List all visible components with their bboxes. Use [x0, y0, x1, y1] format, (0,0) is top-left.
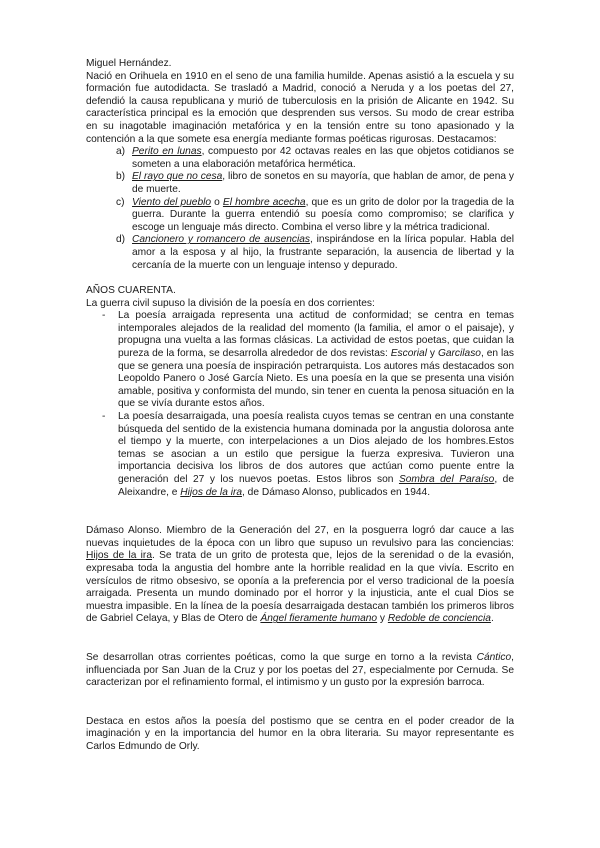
work-description: , libro de sonetos en su mayoría, que hablan de amor, de pena y de muerte.	[132, 171, 514, 195]
journal-name: Cántico	[476, 651, 512, 663]
paragraph-text: Dámaso Alonso. Miembro de la Generación del 27, en la posguerra logró dar cauce a las nuevas inquietudes de la época con un libro que supuso un revulsivo para las conciencias:	[86, 525, 514, 549]
section-intro: La guerra civil supuso la división de la poesía en dos corrientes:	[86, 297, 375, 309]
work-title-second: El hombre acecha	[222, 196, 306, 208]
work-title: Perito en lunas	[132, 146, 202, 158]
works-list	[86, 146, 514, 272]
paragraph-text: Se desarrollan otras corrientes poéticas, como la que surge en torno a la revista	[86, 651, 477, 663]
section-heading: AÑOS CUARENTA.	[86, 285, 176, 297]
work-description: , compuesto por 42 octavas reales en las que objetos cotidianos se someten a una elaboración metafórica hermética.	[132, 146, 514, 170]
other-currents-paragraph	[86, 652, 514, 690]
book-title: Hijos de la ira	[180, 486, 243, 498]
works-item	[116, 146, 514, 171]
damaso-paragraph	[86, 525, 514, 626]
postismo-paragraph: Destaca en estos años la poesía del postismo que se centra en el poder creador de la imaginación y en la importancia del humor en la obra literaria. Su mayor representante es Carlos Edmundo de Orly.	[86, 715, 514, 752]
work-description: , inspirándose en la lírica popular. Habla del amor a la esposa y al hijo, la frustrante separación, la ausencia de libertad y la cercanía de la muerte con un lenguaje intenso y depurado.	[132, 234, 514, 271]
works-item	[116, 197, 514, 235]
book-title: Hijos de la ira	[86, 550, 152, 562]
work-title: El rayo que no cesa	[132, 171, 223, 183]
works-item	[116, 234, 514, 272]
current-text: La poesía desarraigada, una poesía realista cuyos temas se centran en una constante búsqueda del sentido de la existencia humana dominada por la angustia dolorosa ante el tiempo y la muerte, con interpelaciones a un Dios alejado de los hombres.Estos temas se asocian a un estilo que persigue la fuerza expresiva. Tuvieron una importancia decisiva los libros de dos autores que actúan como puente entre la generación del 27 y los nuevos poetas. Estos libros son	[118, 411, 514, 485]
book-title: Sombra del Paraíso	[398, 474, 495, 485]
current-text: , en las que se genera una poesía de inspiración petrarquista. Los autores más destacados son Leopoldo Panero o José García Nieto. Es una poesía en la que se presenta una visión amable, positiva y conformista del mundo, sin tener en cuenta la penosa situación en la que se vivía durante estos años.	[118, 348, 514, 410]
author-heading: Miguel Hernández.	[86, 58, 172, 69]
list-marker: b)	[116, 171, 126, 183]
work-description: , que es un grito de dolor por la tragedia de la guerra. Durante la guerra entendió su poesía como compromiso; se clarifica y escoge un lenguaje más directo. Combina el verso libre y la métrica tradicional.	[132, 196, 514, 233]
current-text: La poesía arraigada representa una actitud de conformidad; se centra en temas intemporales alejados de la realidad del momento (la familia, el amor o el paisaje), y propugna una vuelta a las formas clásicas. La actividad de estos poetas, que cuidan la pureza de la forma, se desarrolla alrededor de dos revistas:	[118, 310, 514, 360]
paragraph-text: y	[377, 613, 388, 625]
list-marker: c)	[116, 196, 125, 208]
current-item-arraigada	[102, 310, 514, 411]
journal-name: Garcilaso	[437, 348, 481, 360]
paragraph-text: .	[490, 613, 494, 625]
current-item-desarraigada	[102, 411, 514, 499]
list-marker: d)	[116, 234, 126, 246]
book-title: Redoble de conciencia	[387, 613, 491, 625]
work-title: Viento del pueblo	[132, 196, 212, 208]
paragraph-text: , influenciada por San Juan de la Cruz y por los poetas del 27, especialmente por Cernuda. Se caracterizan por el refinamiento formal, el intimismo y un gusto por la expresión barroca.	[86, 651, 514, 689]
current-text: , de Dámaso Alonso, publicados en 1944.	[242, 486, 431, 498]
current-text: y	[426, 348, 438, 360]
works-item	[116, 171, 514, 196]
work-connector: o	[211, 196, 223, 208]
journal-name: Escorial	[390, 348, 427, 360]
dash-marker: -	[102, 310, 106, 322]
dash-marker: -	[102, 411, 106, 423]
book-title: Ángel fieramente humano	[260, 613, 378, 625]
work-title: Cancionero y romancero de ausencias	[132, 234, 311, 246]
current-text: , de Aleixandre, e	[118, 474, 514, 498]
paragraph-text: . Se trata de un grito de protesta que, lejos de la serenidad o de la evasión, expresaba toda la angustia del hombre ante la horrible realidad en la que vivía. Escrito en versículos de ritmo obsesivo, se oponía a la preferencia por el verso tradicional de la poesía arraigada. Presenta un mundo dominado por el horror y la injusticia, ante el cual Dios se muestra impasible. En la línea de la poesía desarraigada destacan también los primeros libros de Gabriel Celaya, y Blas de Otero de	[86, 550, 515, 625]
list-marker: a)	[116, 146, 126, 158]
author-bio: Nació en Orihuela en 1910 en el seno de una familia humilde. Apenas asistió a la escuela y su formación fue autodidacta. Se trasladó a Madrid, conoció a Neruda y a los poetas del 27, defendió la causa republicana y murió de tuberculosis en la prisión de Alicante en 1942. Su característica principal es la emoción que desprenden sus versos. Su modo de crear estriba en su inagotable imaginación metafórica y en la tensión entre su tono apasionado y la contención a la que somete esa energía mediante formas poéticas rigurosas. Destacamos:	[86, 70, 514, 145]
currents-list	[86, 310, 514, 499]
